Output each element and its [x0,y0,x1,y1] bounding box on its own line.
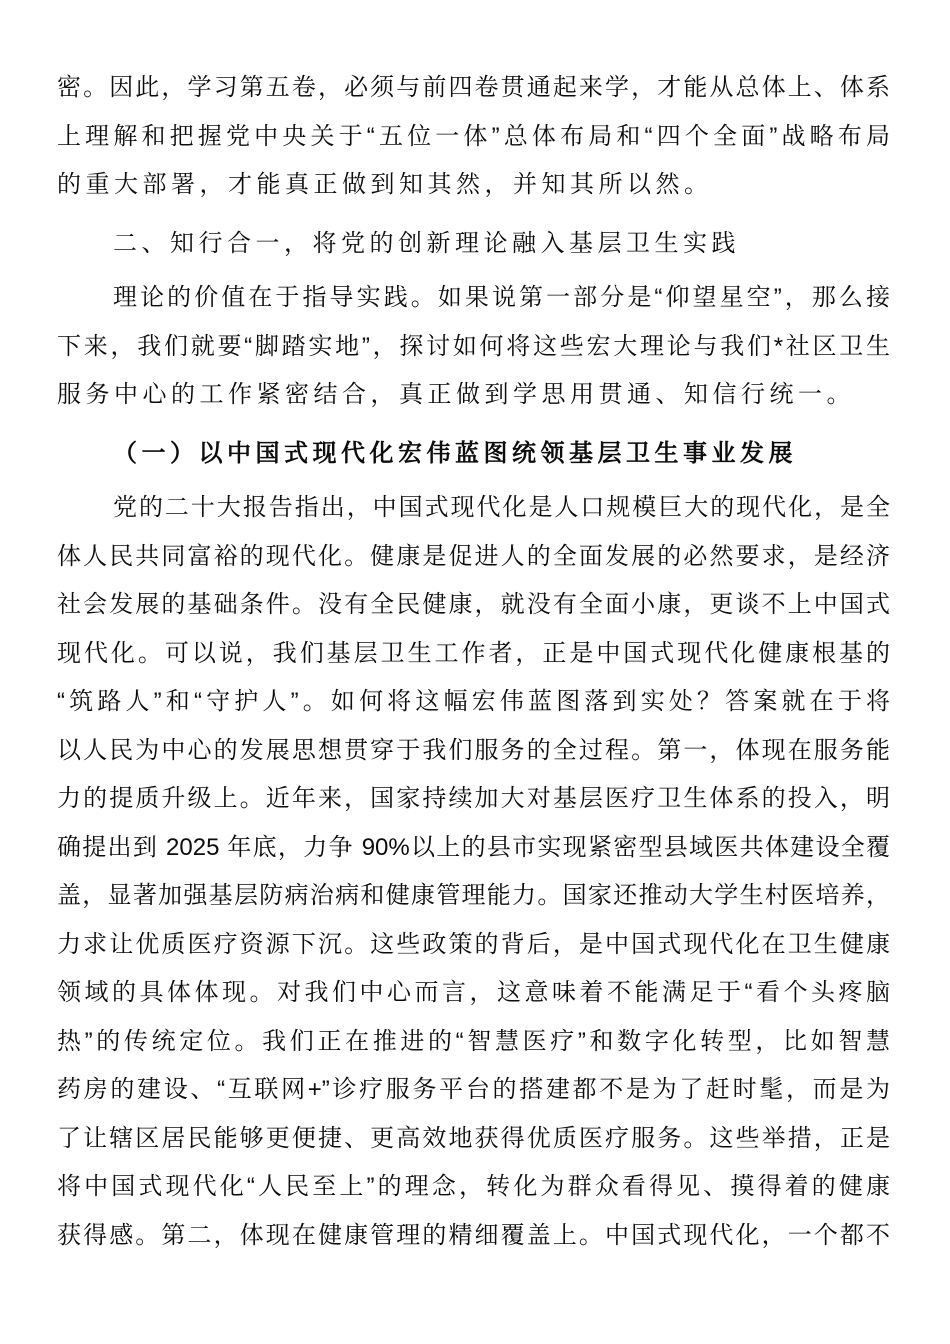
subsection-heading: （一）以中国式现代化宏伟蓝图统领基层卫生事业发展 [113,439,797,467]
text-line: 力求让优质医疗资源下沉。这些政策的背后，是中国式现代化在卫生健康 [57,930,890,958]
text-line: 服务中心的工作紧密结合，真正做到学思用贯通、知信行统一。 [57,381,855,408]
text-line: 力的提质升级上。近年来，国家持续加大对基层医疗卫生体系的投入，明 [57,785,890,812]
text-line: 理论的价值在于指导实践。如果说第一部分是“仰望星空”，那么接 [113,284,890,311]
text-line: 现代化。可以说，我们基层卫生工作者，正是中国式现代化健康根基的 [57,639,890,667]
text-line: 上理解和把握党中央关于“五位一体”总体布局和“四个全面”战略布局 [57,122,890,150]
text-line: “筑路人”和“守护人”。如何将这幅宏伟蓝图落到实处？答案就在于将 [57,688,890,715]
text-line: 热”的传统定位。我们正在推进的“智慧医疗”和数字化转型，比如智慧 [57,1027,890,1055]
text-line: 药房的建设、“互联网+”诊疗服务平台的搭建都不是为了赶时髦，而是为 [57,1076,890,1103]
text-line: 党的二十大报告指出，中国式现代化是人口规模巨大的现代化，是全 [113,494,890,521]
section-heading: 二、知行合一，将党的创新理论融入基层卫生实践 [113,229,740,257]
text-line: 确提出到 2025 年底，力争 90%以上的县市实现紧密型县域医共体建设全覆 [57,833,890,861]
text-line: 下来，我们就要“脚踏实地”，探讨如何将这些宏大理论与我们*社区卫生 [57,332,890,360]
text-line: 密。因此，学习第五卷，必须与前四卷贯通起来学，才能从总体上、体系 [57,74,890,101]
text-line: 获得感。第二，体现在健康管理的精细覆盖上。中国式现代化，一个都不 [57,1221,890,1249]
text-line: 以人民为中心的发展思想贯穿于我们服务的全过程。第一，体现在服务能 [57,736,890,764]
text-line: 的重大部署，才能真正做到知其然，并知其所以然。 [57,171,713,198]
text-line: 体人民共同富裕的现代化。健康是促进人的全面发展的必然要求，是经济 [57,542,890,570]
text-line: 了让辖区居民能够更便捷、更高效地获得优质医疗服务。这些举措，正是 [57,1124,890,1152]
text-line: 盖，显著加强基层防病治病和健康管理能力。国家还推动大学生村医培养， [57,882,890,909]
text-line: 领域的具体体现。对我们中心而言，这意味着不能满足于“看个头疼脑 [57,979,890,1006]
text-line: 将中国式现代化“人民至上”的理念，转化为群众看得见、摸得着的健康 [57,1173,890,1200]
document-content [57,64,890,1260]
text-line: 社会发展的基础条件。没有全民健康，就没有全面小康，更谈不上中国式 [57,591,890,618]
